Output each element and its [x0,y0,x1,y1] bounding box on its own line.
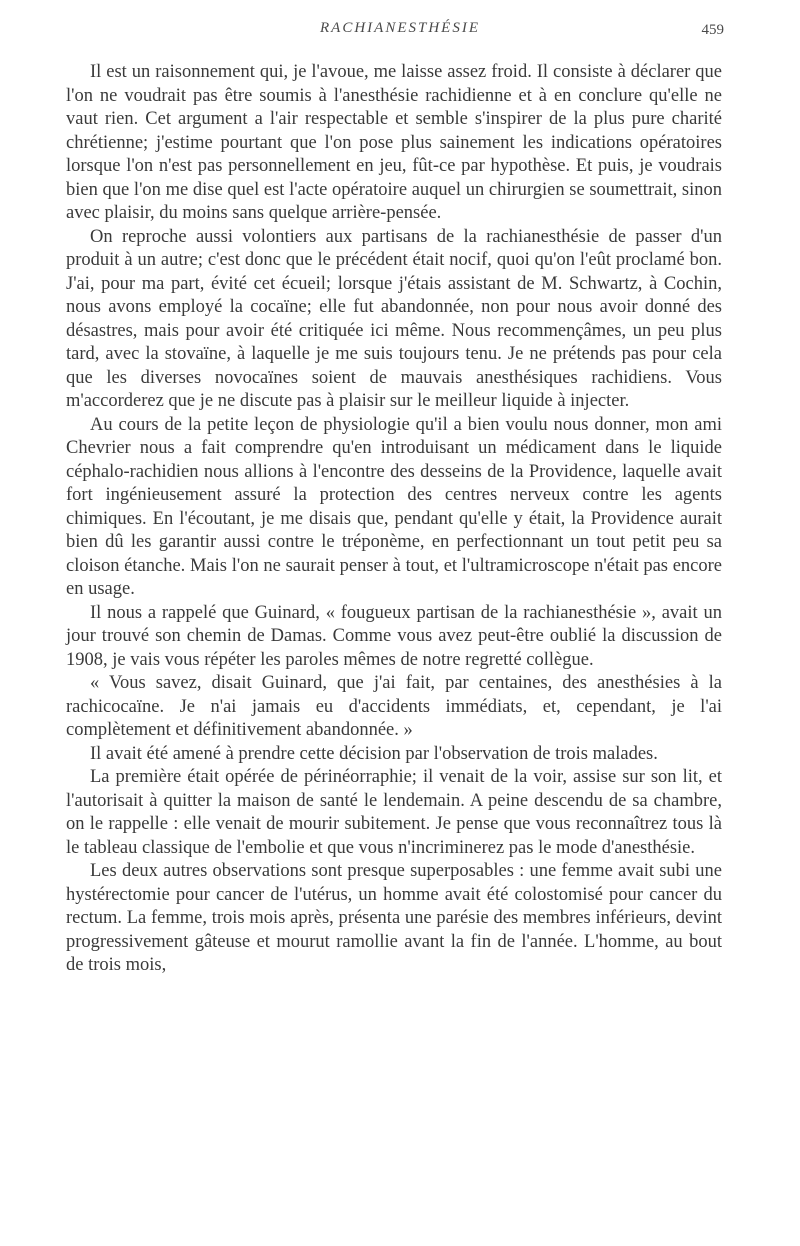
paragraph: La première était opérée de périnéorraphie; il venait de la voir, assise sur son lit, et l'autorisait à quitter la maison de santé le lendemain. A peine descendu de sa chambre, on le rappelle : elle venait de mourir subitement. Je pense que vous reconnaîtrez tous là le tableau classique de l'embolie et que vous n'incriminerez pas le mode d'anesthésie. [66,767,722,858]
paragraph: Les deux autres observations sont presque superposables : une femme avait subi une hystérectomie pour cancer de l'utérus, un homme avait été colostomisé pour cancer du rectum. La femme, trois mois après, présenta une parésie des membres inférieurs, devint progressivement gâteuse et mourut ramollie avant la fin de l'année. L'homme, au bout de trois mois, [66,861,722,975]
page-number: 459 [701,22,724,38]
running-head [0,20,800,44]
running-title: RACHIANESTHÉSIE [320,20,480,36]
paragraph: Il nous a rappelé que Guinard, « fougueux partisan de la rachianesthésie », avait un jour trouvé son chemin de Damas. Comme vous avez peut-être oublié la discussion de 1908, je vais vous répéter les paroles mêmes de notre regretté collègue. [66,602,722,670]
paragraph: Il est un raisonnement qui, je l'avoue, me laisse assez froid. Il consiste à déclarer que l'on ne voudrait pas être soumis à l'anesthésie rachidienne et à en conclure qu'elle ne vaut rien. Cet argument a l'air respectable et semble s'inspirer de la plus pure charité chrétienne; j'estime pourtant que l'on pose plus sainement les indications opératoires lorsque l'on n'est pas personnellement en jeu, fût-ce par hypothèse. Et puis, je voudrais bien que l'on me dise quel est l'acte opératoire auquel un chirurgien se soumettrait, sinon avec plaisir, du moins sans quelque arrière-pensée. [66,62,722,223]
paragraph: Au cours de la petite leçon de physiologie qu'il a bien voulu nous donner, mon ami Chevrier nous a fait comprendre qu'en introduisant un médicament dans le liquide céphalo-rachidien nous allions à l'encontre des desseins de la Providence, laquelle avait fort ingénieusement assuré la protection des centres nerveux contre les agents chimiques. En l'écoutant, je me disais que, pendant qu'elle y était, la Providence aurait bien dû les garantir aussi contre le tréponème, en perfectionnant un tout petit peu sa cloison étanche. Mais l'on ne saurait penser à tout, et l'ultramicroscope n'était pas encore en usage. [66,414,722,599]
paragraph: On reproche aussi volontiers aux partisans de la rachianesthésie de passer d'un produit à un autre; c'est donc que le précédent était nocif, quoi qu'on l'eût proclamé bon. J'ai, pour ma part, évité cet écueil; lorsque j'étais assistant de M. Schwartz, à Cochin, nous avons employé la cocaïne; elle fut abandonnée, non pour nous avoir donné des désastres, mais pour avoir été critiquée ici même. Nous recommençâmes, un peu plus tard, avec la stovaïne, à laquelle je me suis toujours tenu. Je ne prétends pas pour cela que les diverses novocaïnes soient de mauvais anesthésiques rachidiens. Vous m'accorderez que je ne discute pas à plaisir sur le meilleur liquide à injecter. [66,226,722,411]
paragraph: Il avait été amené à prendre cette décision par l'observation de trois malades. [90,743,658,764]
paragraph: « Vous savez, disait Guinard, que j'ai fait, par centaines, des anesthésies à la rachicocaïne. Je n'ai jamais eu d'accidents immédiats, et, cependant, je l'ai complètement et définitivement abandonnée. » [66,673,722,740]
body-text [66,61,722,978]
